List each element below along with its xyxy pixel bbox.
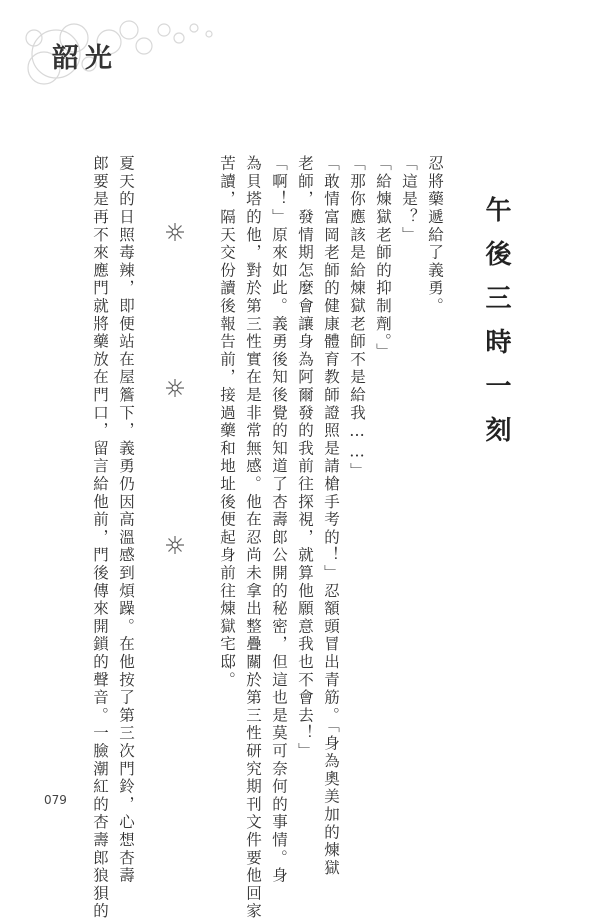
paragraph-line: 為貝塔的他，對於第三性實在是非常無感。他在忍尚未拿出整疊關於第三性研究期刊文件要他回家 [244,155,262,920]
paragraph-line: 「啊！」原來如此。義勇後知後覺的知道了杏壽郎公開的秘密，但這也是莫可奈何的事情。身 [270,155,288,885]
flower-ornament-icon [165,535,185,555]
paragraph-line: 「這是？」 [400,155,418,244]
paragraph-line: 夏天的日照毒辣，即便站在屋簷下，義勇仍因高溫感到煩躁。在他按了第三次門鈴，心想杏壽 [117,155,135,885]
chapter-title: 午後三時一刻 [481,196,511,460]
page-number: 079 [44,793,67,807]
paragraph-line: 「那你應該是給煉獄老師不是給我……」 [348,155,366,481]
book-title: 韶光 [52,43,118,74]
bubble-decoration [14,8,224,98]
paragraph-line: 「敢情富岡老師的健康體育教師證照是請槍手考的！」忍額頭冒出青筋。「身為奧美加的煉獄 [322,155,340,878]
paragraph-line: 忍將藥遞給了義勇。 [426,155,444,316]
flower-ornament-icon [165,222,185,242]
paragraph-line: 老師，發情期怎麼會讓身為阿爾發的我前往探視，就算他願意我也不會去！」 [296,155,314,761]
flower-ornament-icon [165,378,185,398]
paragraph-line: 苦讀，隔天交份讀後報告前，接過藥和地址後便起身前往煉獄宅邸。 [218,155,236,689]
paragraph-line: 「給煉獄老師的抑制劑。」 [374,155,392,361]
paragraph-line: 郎要是再不來應門就將藥放在門口，留言給他前，門後傳來開鎖的聲音。一臉潮紅的杏壽郎狼狽的 [91,155,109,920]
